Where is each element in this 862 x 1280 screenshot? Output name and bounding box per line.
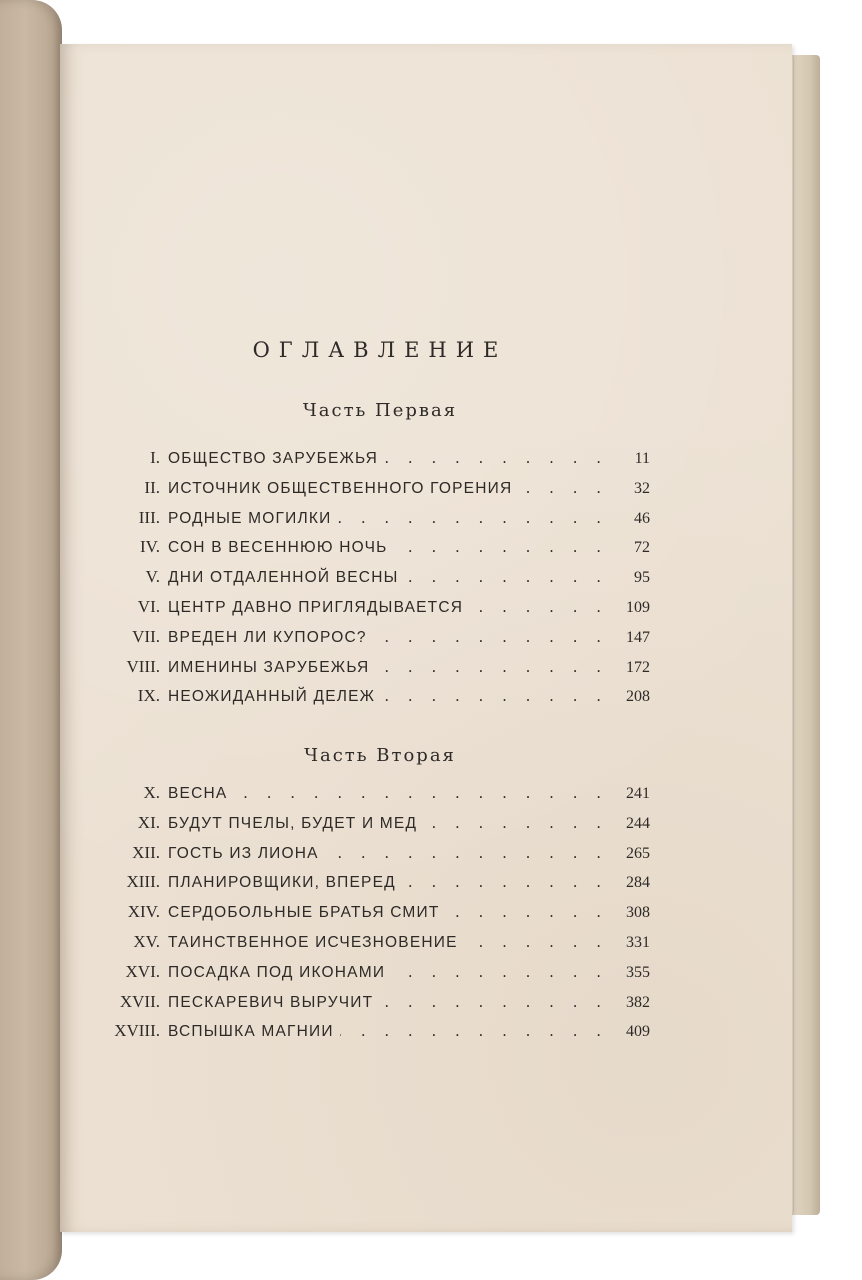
toc-entry [80,567,650,597]
dot-leader [391,963,608,981]
chapter-title: ЦЕНТР ДАВНО ПРИГЛЯДЫВАЕТСЯ [168,598,464,616]
page-number: 147 [626,628,650,646]
dot-leader [402,873,608,891]
dot-leader [394,538,609,556]
dot-leader [373,628,608,646]
dot-leader [384,449,608,467]
chapter-title: ПОСАДКА ПОД ИКОНАМИ [168,963,386,981]
toc-entry [80,932,650,962]
toc-entry [80,537,650,567]
page-number: 244 [626,814,650,832]
page-number: 11 [634,450,650,467]
dot-leader [405,568,608,586]
toc-entry [80,1021,650,1051]
toc-entry [80,872,650,902]
chapter-number: XI. [137,812,160,832]
page-number: 409 [626,1023,650,1041]
chapter-number: IX. [137,686,160,706]
page-number: 308 [626,904,650,922]
toc-entry [80,843,650,873]
toc-entry [80,597,650,627]
toc-entry [80,783,650,813]
chapter-title: БУДУТ ПЧЕЛЫ, БУДЕТ И МЕД [168,814,418,832]
dot-leader [379,993,608,1011]
dot-leader [446,903,608,921]
toc-entry [80,902,650,932]
toc-entry [80,478,650,508]
chapter-number: V. [145,567,160,587]
dot-leader [340,1022,608,1040]
chapter-title: ПЛАНИРОВЩИКИ, ВПЕРЕД [168,874,396,892]
chapter-title: ПЕСКАРЕВИЧ ВЫРУЧИТ [168,993,374,1011]
part-heading-first: Часть Первая [302,400,458,421]
chapter-number: XVI. [125,961,160,981]
chapter-number: II. [144,477,160,497]
page-number: 46 [634,509,650,527]
toc-entry [80,508,650,538]
dot-leader [423,814,608,832]
chapter-title: ВРЕДЕН ЛИ КУПОРОС? [168,628,367,646]
chapter-title: ТАИНСТВЕННОЕ ИСЧЕЗНОВЕНИЕ [168,933,458,951]
chapter-title: НЕОЖИДАННЫЙ ДЕЛЕЖ [168,688,376,706]
page-number: 331 [626,933,650,951]
chapter-number: I. [150,448,160,467]
chapter-title: ГОСТЬ ИЗ ЛИОНА [168,844,319,862]
chapter-title: СЕРДОБОЛЬНЫЕ БРАТЬЯ СМИТ [168,904,440,922]
toc-entries-part-2 [80,783,650,1051]
dot-leader [337,509,608,527]
page-number: 355 [626,963,650,981]
page-number: 32 [634,479,650,497]
page-number: 265 [626,844,650,862]
dot-leader [469,598,608,616]
chapter-title: СОН В ВЕСЕННЮЮ НОЧЬ [168,539,388,557]
chapter-title: ИМЕНИНЫ ЗАРУБЕЖЬЯ [168,658,370,676]
toc-entry [80,657,650,687]
toc-entry [80,813,650,843]
toc-entry [80,627,650,657]
dot-leader [375,658,608,676]
page-number: 208 [626,688,650,706]
chapter-title: ДНИ ОТДАЛЕННОЙ ВЕСНЫ [168,569,399,587]
chapter-number: III. [138,507,160,527]
dot-leader [518,479,608,497]
page-number: 241 [626,785,650,802]
chapter-number: VII. [132,626,160,646]
page-number: 172 [626,658,650,676]
part-heading-second: Часть Вторая [304,745,456,766]
dot-leader [381,687,608,705]
chapter-number: XIV. [127,902,160,922]
chapter-number: IV. [140,537,160,557]
chapter-number: X. [143,783,160,802]
chapter-number: XV. [133,931,160,951]
chapter-title: РОДНЫЕ МОГИЛКИ [168,509,332,527]
toc-entries-part-1 [80,448,650,716]
page-number: 382 [626,993,650,1011]
chapter-number: XVII. [119,991,160,1011]
chapter-title: ВЕСНА [168,785,228,802]
toc-entry [80,448,650,478]
chapter-number: VI. [137,596,160,616]
dot-leader [233,784,608,802]
page-number: 95 [634,569,650,587]
chapter-number: XII. [132,842,160,862]
page-number: 109 [626,598,650,616]
page-number: 72 [634,539,650,557]
toc-entry [80,992,650,1022]
dot-leader [464,933,608,951]
dot-leader [325,844,608,862]
chapter-title: ВСПЫШКА МАГНИИ [168,1023,334,1041]
chapter-title: ОБЩЕСТВО ЗАРУБЕЖЬЯ [168,450,379,467]
page-number: 284 [626,874,650,892]
chapter-number: VIII. [126,656,160,676]
toc-entry [80,962,650,992]
chapter-number: XIII. [126,872,160,892]
chapter-title: ИСТОЧНИК ОБЩЕСТВЕННОГО ГОРЕНИЯ [168,479,513,497]
chapter-number: XVIII. [114,1021,160,1041]
toc-entry [80,686,650,716]
toc-title: ОГЛАВЛЕНИЕ [252,338,508,362]
